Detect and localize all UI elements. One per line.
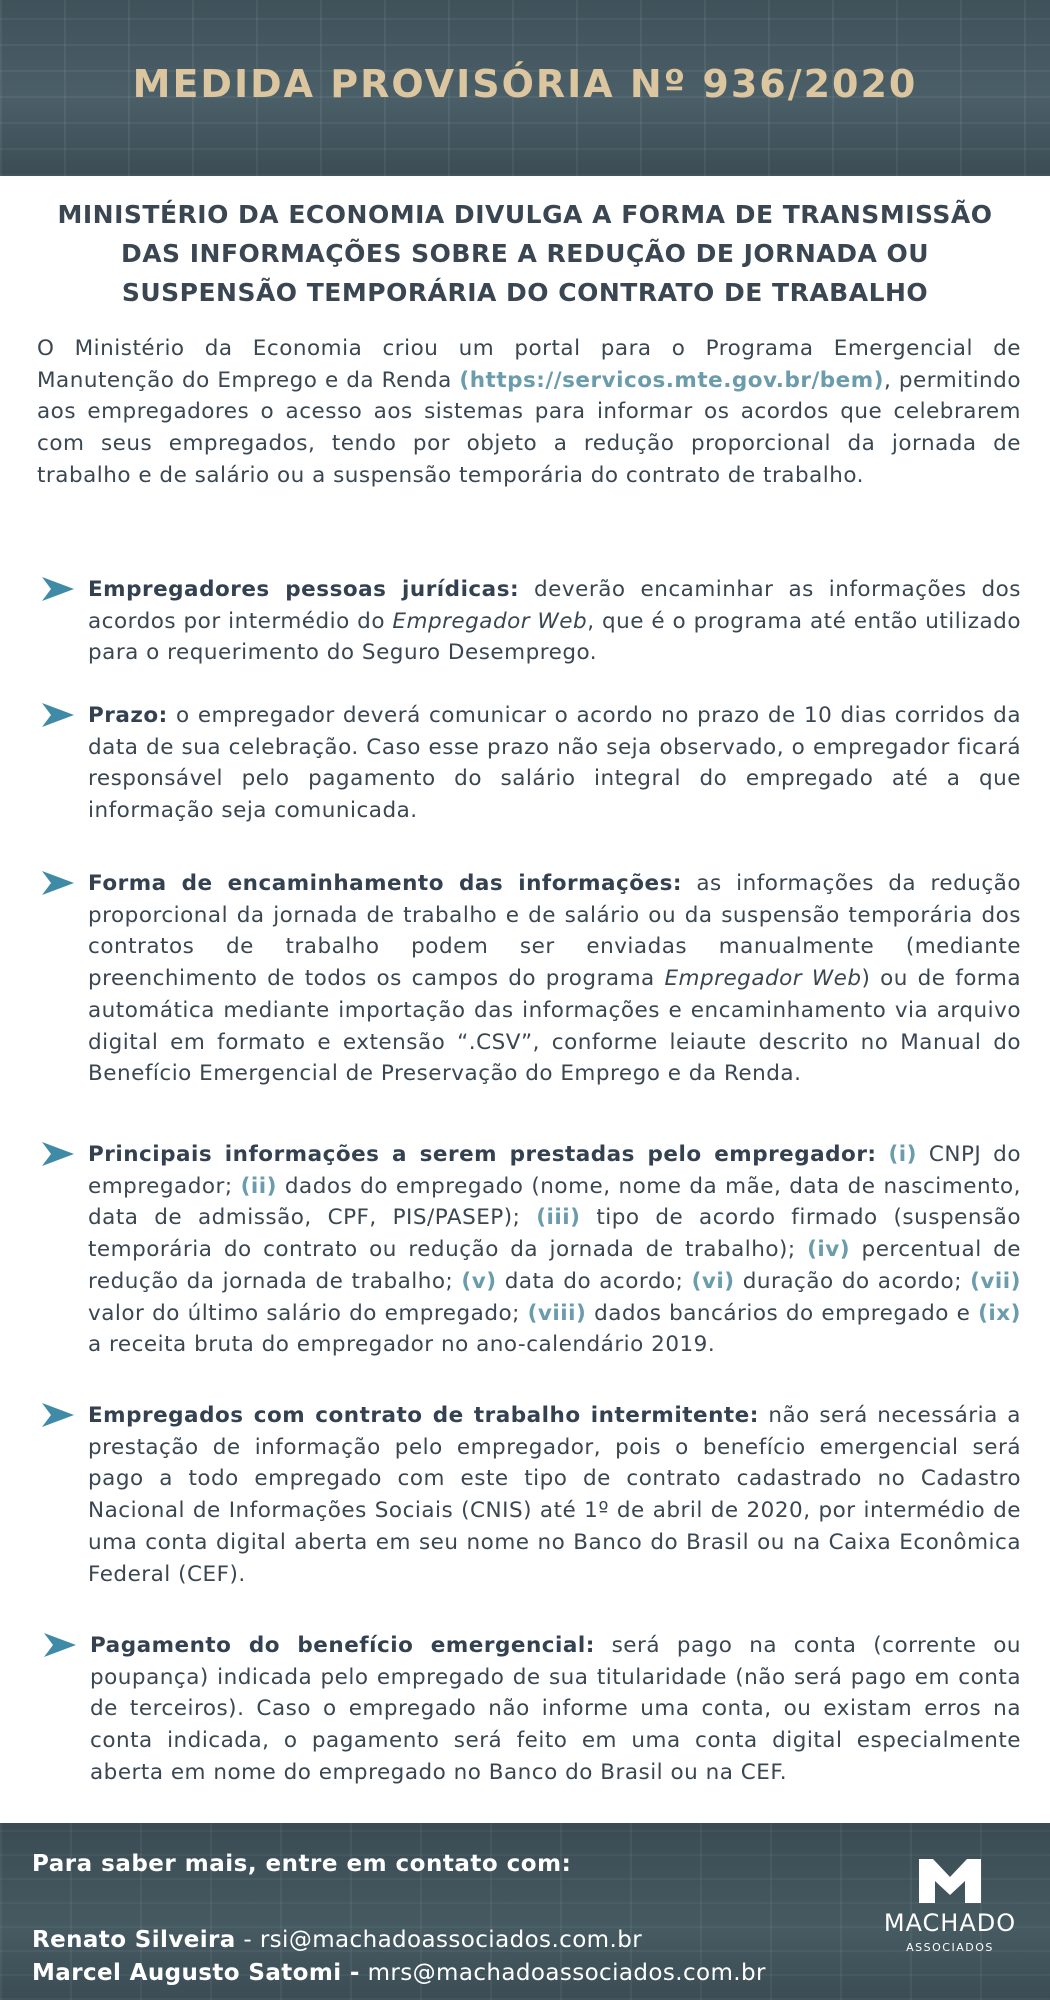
footer-contact-banner <box>0 1823 1050 2000</box>
separator <box>360 1960 368 1986</box>
item-number: (vi) <box>691 1268 735 1294</box>
bullet-heading: Empregadores pessoas jurídicas: <box>88 577 520 602</box>
page-title: MEDIDA PROVISÓRIA Nº 936/2020 <box>132 62 918 106</box>
bullet-heading: Forma de encaminhamento das informações: <box>88 871 683 896</box>
bullet-text <box>90 1630 1021 1789</box>
contact-email[interactable]: mrs@machadoassociados.com.br <box>367 1960 766 1986</box>
item-number: (ix) <box>978 1300 1021 1326</box>
bullet-contrato-intermitente <box>40 1400 1021 1590</box>
bullet-body: data do acordo; <box>496 1268 692 1294</box>
bullet-body: valor do último salário do empregado; <box>88 1300 528 1326</box>
bullet-body: percentual de redução da jornada de trabalho; <box>88 1237 1021 1294</box>
intro-text: O Ministério da Economia criou um portal para o Programa Emergencial de Manutenção do Emprego e da Renda <box>37 336 1021 393</box>
item-number: (iv) <box>807 1237 851 1263</box>
bullet-text <box>88 868 1021 1090</box>
contact-name: Marcel Augusto Satomi - <box>32 1960 360 1986</box>
bullet-body: tipo de acordo firmado (suspensão temporária do contrato ou redução da jornada de trabalho); <box>88 1205 1021 1263</box>
bullet-body: dados bancários do empregado e <box>586 1300 979 1326</box>
intro-paragraph <box>37 333 1021 492</box>
separator: - <box>235 1927 260 1953</box>
chevron-arrow-icon <box>44 1633 76 1657</box>
chevron-arrow-icon <box>42 1142 74 1166</box>
bullet-body: as informações da redução proporcional da jornada de trabalho e de salário ou da suspensão temporária dos contratos de trabalho podem ser enviadas manualmente (mediante preenchimento de todos os campos do programa <box>88 871 1021 992</box>
bullet-pagamento-beneficio <box>42 1630 1021 1789</box>
item-number: (viii) <box>527 1300 587 1326</box>
logo-subtitle: ASSOCIADOS <box>906 1941 994 1954</box>
contact-name: Renato Silveira <box>32 1927 236 1953</box>
subtitle: MINISTÉRIO DA ECONOMIA DIVULGA A FORMA DE TRANSMISSÃO DAS INFORMAÇÕES SOBRE A REDUÇÃO DE JORNADA OU SUSPENSÃO TEMPORÁRIA DO CONTRATO DE TRABALHO <box>57 200 993 307</box>
bullet-heading: Principais informações a serem prestadas pelo empregador: <box>88 1142 877 1167</box>
emphasis: Empregador Web <box>392 608 588 634</box>
portal-link[interactable]: (https://servicos.mte.gov.br/bem) <box>459 367 884 393</box>
chevron-arrow-icon <box>42 871 74 895</box>
chevron-arrow-icon <box>42 1403 74 1427</box>
bullet-forma-encaminhamento <box>40 868 1021 1090</box>
bullet-body: será pago na conta (corrente ou poupança) indicada pelo empregado de sua titularidade (não será pago em conta de terceiros). Caso o empregado não informe uma conta, ou existam erros na conta indicada, o pagamento será feito em uma conta digital especialmente aberta em nome do empregado no Banco do Brasil ou na CEF. <box>90 1633 1021 1785</box>
bullet-text <box>88 574 1021 669</box>
machado-logo <box>880 1859 1020 1954</box>
bullet-text <box>88 1139 1021 1361</box>
bullet-body: o empregador deverá comunicar o acordo no prazo de 10 dias corridos da data de sua celebração. Caso esse prazo não seja observado, o empregador ficará responsável pelo pagamento do salário integral do empregado até a que informação seja comunicada. <box>88 703 1021 824</box>
contact-email[interactable]: rsi@machadoassociados.com.br <box>259 1927 643 1953</box>
header-banner <box>0 0 1050 176</box>
emphasis: Empregador Web <box>664 966 862 992</box>
bullet-body: não será necessária a prestação de informação pelo empregador, pois o benefício emergencial será pago a todo empregado com este tipo de contrato cadastrado no Cadastro Nacional de Informações Sociais (CNIS) até 1º de abril de 2020, por intermédio de uma conta digital aberta em seu nome no Banco do Brasil ou na Caixa Econômica Federal (CEF). <box>88 1403 1021 1587</box>
item-number: (ii) <box>240 1173 277 1199</box>
machado-m-logo-icon <box>919 1859 981 1903</box>
bullet-body: deverão encaminhar as informações dos acordos por intermédio do <box>88 577 1022 634</box>
bullet-body: , que é o programa até então utilizado para o requerimento do Seguro Desemprego. <box>88 608 1021 666</box>
item-number: (vii) <box>970 1268 1022 1294</box>
bullet-body: ) ou de forma automática mediante importação das informações e encaminhamento via arquivo digital em formato e extensão “.CSV”, conforme leiaute descrito no Manual do Benefício Emergencial de Preservação do Emprego e da Renda. <box>88 966 1021 1087</box>
footer-heading: Para saber mais, entre em contato com: <box>32 1851 572 1877</box>
bullet-empregadores <box>40 574 1021 669</box>
contact-renato <box>32 1927 642 1953</box>
chevron-arrow-icon <box>42 577 74 601</box>
bullet-heading: Prazo: <box>88 703 168 728</box>
bullet-text <box>88 700 1021 827</box>
item-number: (v) <box>461 1268 497 1294</box>
item-number: (iii) <box>536 1205 581 1231</box>
bullet-body: dados do empregado (nome, nome da mãe, data de nascimento, data de admissão, CPF, PIS/PASEP); <box>88 1173 1021 1231</box>
logo-name: MACHADO <box>883 1909 1017 1937</box>
bullet-body: a receita bruta do empregador no ano-calendário 2019. <box>88 1332 716 1358</box>
bullet-text <box>88 1400 1021 1590</box>
intro-text-end: , permitindo aos empregadores o acesso aos sistemas para informar os acordos que celebrarem com seus empregados, tendo por objeto a redução proporcional da jornada de trabalho e de salário ou a suspensão temporária do contrato de trabalho. <box>37 367 1021 488</box>
chevron-arrow-icon <box>42 703 74 727</box>
bullet-prazo <box>40 700 1021 827</box>
bullet-body: duração do acordo; <box>734 1268 971 1294</box>
bullet-principais-informacoes <box>40 1139 1021 1361</box>
bullet-heading: Empregados com contrato de trabalho intermitente: <box>88 1403 759 1428</box>
contact-marcel <box>32 1960 766 1986</box>
item-number: (i) <box>888 1142 917 1167</box>
bullet-heading: Pagamento do benefício emergencial: <box>90 1633 595 1658</box>
bullet-body: CNPJ do empregador; <box>88 1142 1021 1199</box>
